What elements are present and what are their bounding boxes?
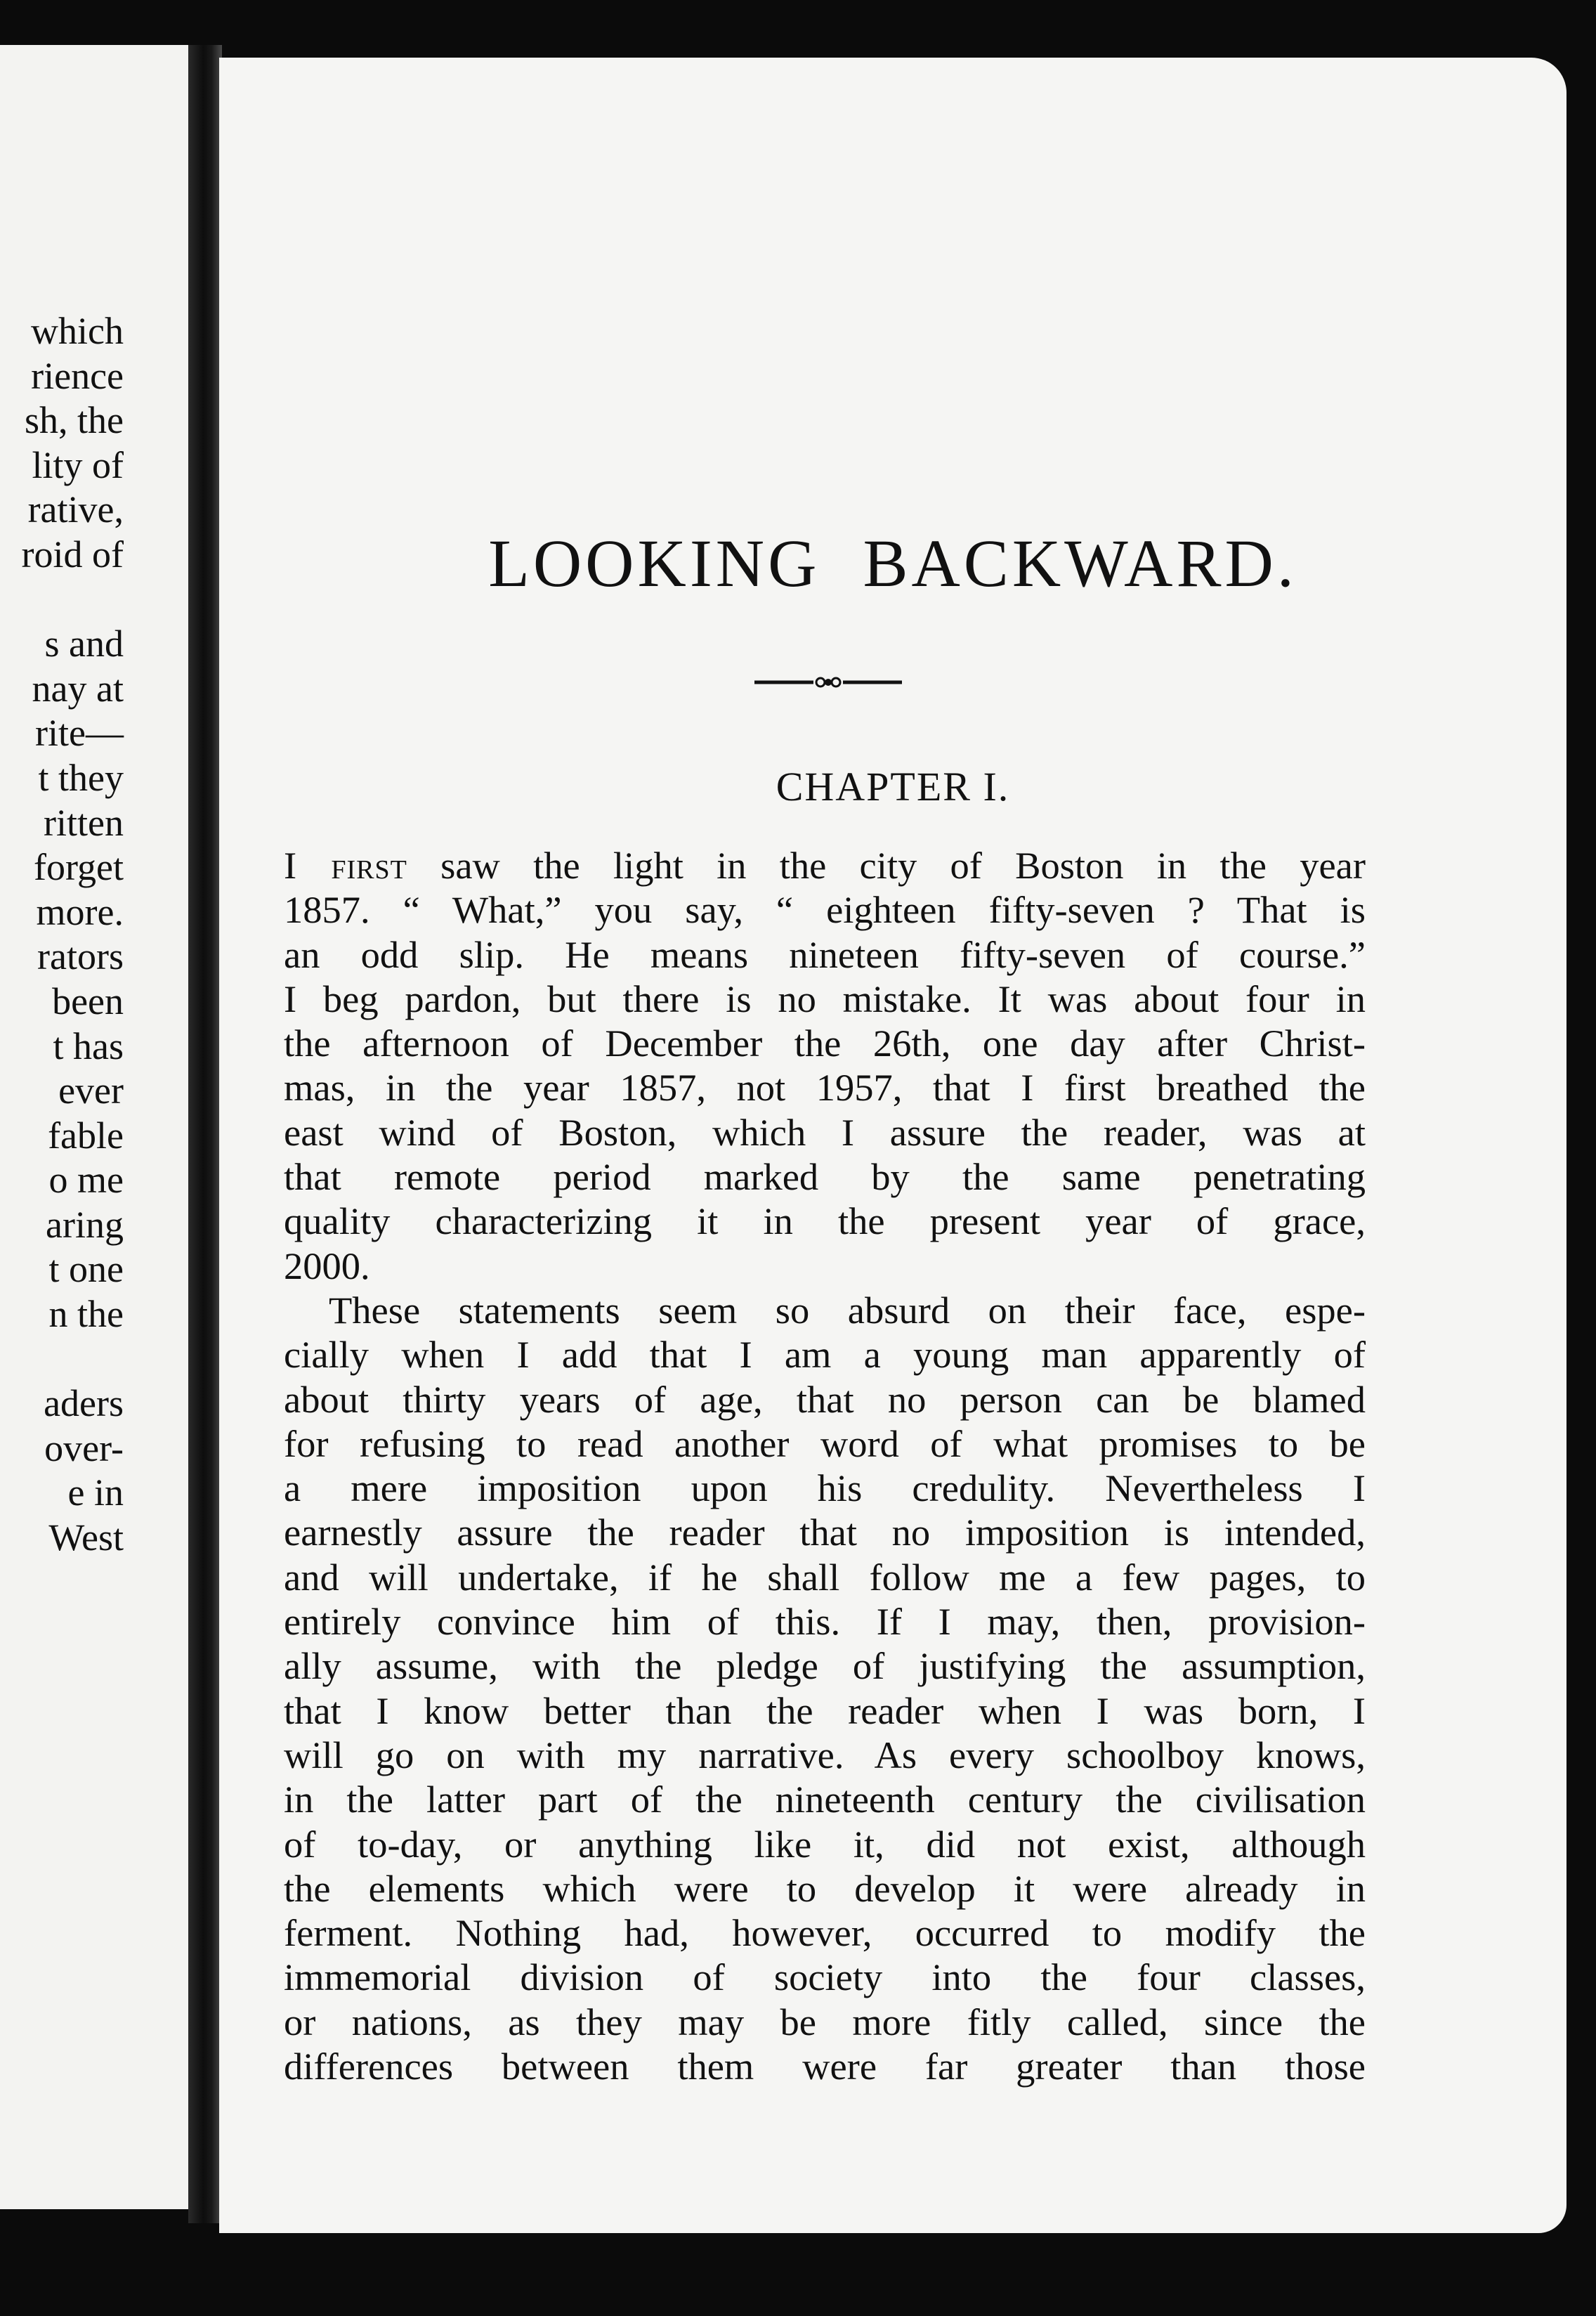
previous-page-line: lity of (32, 443, 124, 486)
text-line: I beg pardon, but there is no mistake. It was about four in (284, 977, 1366, 1020)
text-line: 1857. “ What,” you say, “ eighteen fifty-seven ? That is (284, 888, 1366, 932)
previous-page-line: forget (34, 846, 124, 889)
previous-page-line: e in (67, 1471, 124, 1514)
text-line: differences between them were far greater than those (284, 2045, 1366, 2088)
text-line: the afternoon of December the 26th, one day after Christ- (284, 1022, 1366, 1065)
text-line: These statements seem so absurd on their face, espe- (329, 1288, 1366, 1332)
text-line: that I know better than the reader when I was born, I (284, 1689, 1366, 1732)
paragraph-2 (284, 1288, 1366, 2088)
text-line: an odd slip. He means nineteen fifty-seven of course.” (284, 932, 1366, 976)
text-line: for refusing to read another word of what promises to be (284, 1422, 1366, 1465)
previous-page-line: West (48, 1516, 124, 1559)
previous-page-line: fable (48, 1114, 124, 1157)
text-line: cially when I add that I am a young man apparently of (284, 1333, 1366, 1377)
previous-page-line: s and (44, 623, 124, 665)
text-line: about thirty years of age, that no person can be blamed (284, 1377, 1366, 1421)
previous-page-fragment (0, 45, 201, 2209)
text-line: and will undertake, if he shall follow me a few pages, to (284, 1555, 1366, 1599)
book-page (219, 58, 1566, 2233)
previous-page-line: rience (31, 354, 124, 397)
text-line: east wind of Boston, which I assure the reader, was at (284, 1110, 1366, 1154)
previous-page-line: ritten (44, 801, 124, 844)
previous-page-line: t they (38, 756, 124, 799)
text-line: ally assume, with the pledge of justifying the assumption, (284, 1644, 1366, 1688)
text-line: that remote period marked by the same penetrating (284, 1155, 1366, 1199)
ornament-divider-icon (754, 672, 902, 693)
text-line: will go on with my narrative. As every schoolboy knows, (284, 1733, 1366, 1776)
text-line: the elements which were to develop it were already in (284, 1866, 1366, 1910)
text-line: or nations, as they may be more fitly called, since the (284, 2000, 1366, 2043)
text-line: immemorial division of society into the four classes, (284, 1956, 1366, 1999)
previous-page-line: sh, the (25, 399, 124, 442)
previous-page-line: been (52, 980, 124, 1022)
opening-small-caps: I first (284, 844, 407, 887)
text-line: earnestly assure the reader that no imposition is intended, (284, 1511, 1366, 1554)
previous-page-line: o me (48, 1159, 124, 1202)
text-line: quality characterizing it in the present year of grace, (284, 1199, 1366, 1243)
text-line: of to-day, or anything like it, did not exist, although (284, 1822, 1366, 1866)
previous-page-text (0, 309, 124, 1561)
previous-page-line: aring (46, 1203, 124, 1246)
text-line (284, 843, 1366, 887)
chapter-body (284, 843, 1366, 2088)
previous-page-line: more. (36, 890, 124, 933)
paragraph-1 (284, 843, 1366, 1288)
chapter-heading: CHAPTER I. (776, 764, 1010, 809)
previous-page-line: which (31, 310, 124, 352)
previous-page-line: ever (58, 1069, 124, 1112)
previous-page-line: nay at (32, 667, 124, 710)
previous-page-line: rite— (35, 712, 124, 755)
previous-page-line: t has (53, 1024, 124, 1067)
previous-page-line: aders (44, 1382, 124, 1425)
previous-page-line: t one (48, 1248, 124, 1291)
book-gutter (188, 45, 222, 2223)
text-line-rest: saw the light in the city of Boston in the year (407, 844, 1366, 887)
text-line: 2000. (284, 1244, 370, 1287)
previous-page-line: rators (37, 935, 124, 978)
text-line: entirely convince him of this. If I may, then, provision- (284, 1600, 1366, 1644)
text-line: a mere imposition upon his credulity. Nevertheless I (284, 1466, 1366, 1510)
text-line: in the latter part of the nineteenth century the civilisation (284, 1778, 1366, 1821)
previous-page-line: n the (48, 1293, 124, 1336)
previous-page-blank-line (0, 578, 124, 623)
text-line: ferment. Nothing had, however, occurred to modify the (284, 1911, 1366, 1955)
previous-page-line: roid of (21, 533, 124, 575)
previous-page-line: rative, (27, 488, 124, 531)
previous-page-blank-line (0, 1337, 124, 1382)
text-line: mas, in the year 1857, not 1957, that I first breathed the (284, 1066, 1366, 1110)
book-title: LOOKING BACKWARD. (488, 526, 1297, 601)
previous-page-line: over- (44, 1426, 124, 1469)
